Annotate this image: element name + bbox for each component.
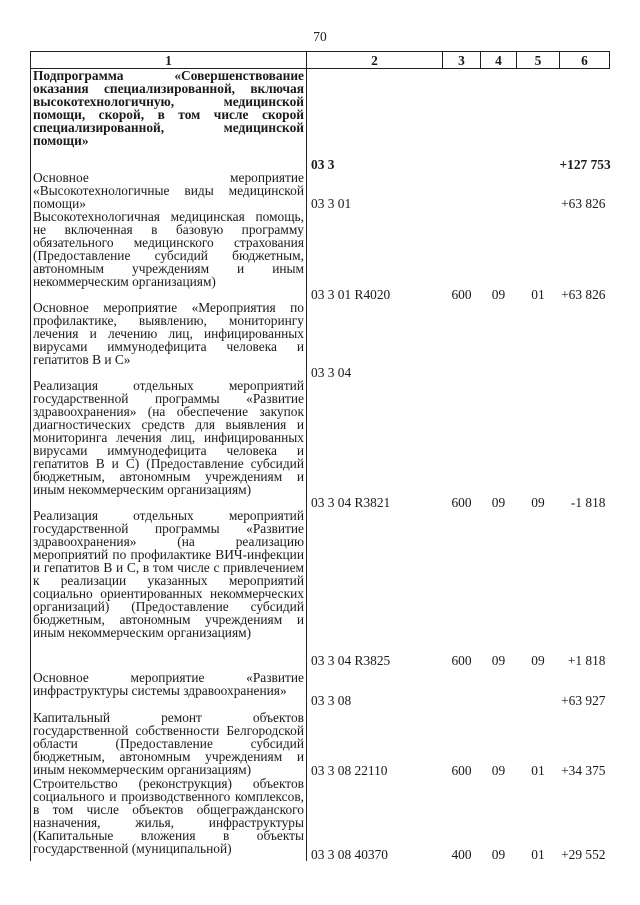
table-row [31,509,610,667]
row-code: 03 3 08 [311,692,352,708]
row-rz: 09 [491,846,506,862]
row-pr: 09 [531,494,545,510]
row-vr: 400 [451,846,472,862]
row-pr: 01 [531,846,545,862]
table-row [31,379,610,509]
row-rz: 09 [491,762,506,778]
header-cell-name: 1 [31,52,307,69]
row-name: Высокотехнологичная медицинская помощь, не включенная в базовую программу обязательного медицинского страхования (Предоставление субсидий бюджетным, автономным учреждениям и иным некоммерческим организациям) [31,210,307,301]
row-name: Основное мероприятие «Мероприятия по профилактике, выявлению, мониторингу лечения и лечению лиц, инфицированных вирусами иммунодефицита человека и гепатитов B и C» [31,301,307,379]
row-amount: +1 818 [567,652,606,668]
row-vr: 600 [451,652,472,668]
row-rz [481,667,517,707]
table-row [31,210,610,301]
budget-table [30,51,610,861]
table-row [31,777,610,861]
row-name: Капитальный ремонт объектов государственной собственности Белгородской области (Предоставление субсидий бюджетным, автономным учреждениям и иным некоммерческим организациям) [31,707,307,777]
row-name: Строительство (реконструкция) объектов социального и производственного комплексов, в том числе объектов общегражданского назначения, жилья, инфраструктуры (Капитальные вложения в объекты государственной (муниципальной) [31,777,307,861]
row-vr: 600 [451,762,472,778]
row-rz: 09 [491,652,506,668]
row-vr [443,171,481,210]
row-name: Основное мероприятие «Развитие инфраструктуры системы здравоохранения» [31,667,307,707]
table-row [31,707,610,777]
row-name: Основное мероприятие «Высокотехнологичные виды медицинской помощи» [31,171,307,210]
row-vr: 600 [451,494,472,510]
row-code: 03 3 01 R4020 [311,286,391,302]
table-row [31,301,610,379]
row-rz [481,69,517,171]
row-code: 03 3 04 R3825 [311,652,391,668]
row-amount: +29 552 [561,846,606,862]
row-code: 03 3 04 [311,364,352,380]
row-code: 03 3 08 22110 [311,762,388,778]
row-code: 03 3 04 R3821 [311,494,391,510]
row-vr: 600 [451,286,472,302]
row-name: Реализация отдельных мероприятий государственной программы «Развитие здравоохранения» (на реализацию мероприятий по профилактике ВИЧ-инфекции и гепатитов B и C, в том числе с привлечением к реализации указанных мероприятий социально ориентированных некоммерческих организаций) (Предоставление субсидий бюджетным, автономным учреждениям и иным некоммерческим организациям) [31,509,307,667]
header-cell-pr: 5 [517,52,560,69]
row-pr [517,301,560,379]
header-cell-code: 2 [307,52,443,69]
row-code: 03 3 [311,156,335,172]
row-amount [560,301,610,379]
row-pr: 01 [531,286,545,302]
page-number: 70 [313,29,327,44]
row-pr [517,171,560,210]
row-vr [443,667,481,707]
row-pr: 09 [531,652,545,668]
row-pr [517,69,560,171]
row-name: Реализация отдельных мероприятий государственной программы «Развитие здравоохранения» (на обеспечение закупок диагностических средств для выявления и мониторинга лечения лиц, инфицированных вирусами иммунодефицита человека и гепатитов B и C) (Предоставление субсидий бюджетным, автономным учреждениям и иным некоммерческим организациям) [31,379,307,509]
row-code: 03 3 08 40370 [311,846,388,862]
table-row [31,667,610,707]
row-amount: +63 826 [561,286,606,302]
row-amount: +127 753 [559,156,611,172]
header-cell-amount: 6 [560,52,610,69]
row-pr: 01 [531,762,545,778]
row-code: 03 3 01 [311,195,352,211]
row-amount: +63 826 [561,195,606,211]
row-amount: +63 927 [561,692,606,708]
header-cell-rz: 4 [481,52,517,69]
row-pr [517,667,560,707]
table-row [31,171,610,210]
row-vr [443,301,481,379]
row-rz: 09 [491,494,506,510]
row-amount: -1 818 [570,494,606,510]
table-row [31,69,610,171]
table-header-row [31,52,610,69]
row-rz [481,301,517,379]
row-rz: 09 [491,286,506,302]
row-vr [443,69,481,171]
row-amount: +34 375 [561,762,606,778]
header-cell-vr: 3 [443,52,481,69]
row-rz [481,171,517,210]
row-name: Подпрограмма «Совершенствование оказания специализированной, включая высокотехнологичную, медицинской помощи, скорой, в том числе скорой специализированной, медицинской помощи» [31,69,307,171]
